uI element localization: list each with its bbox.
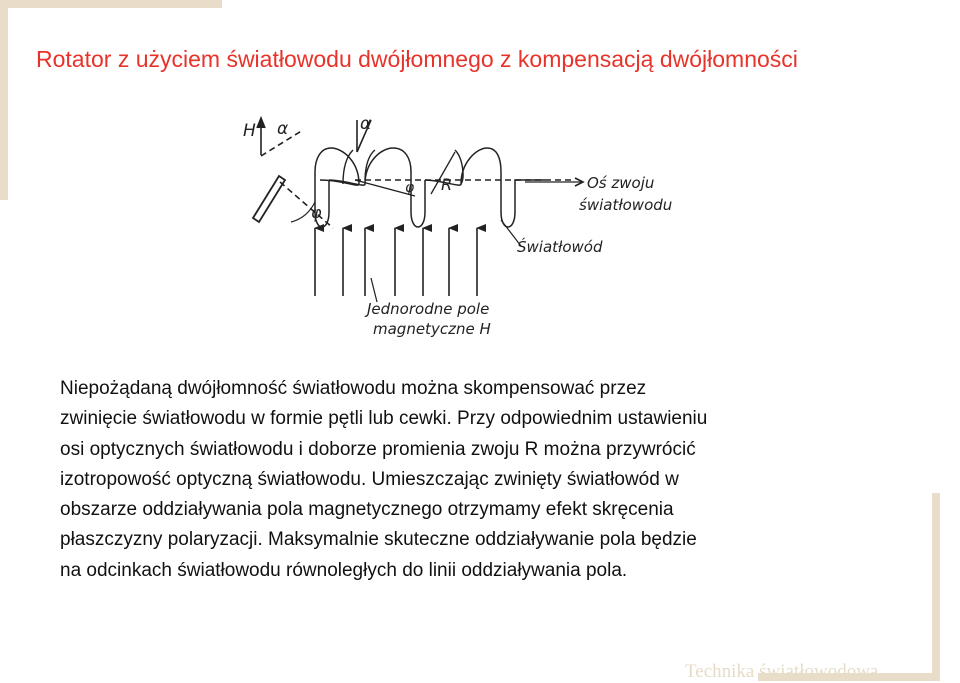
- slide-title: Rotator z użyciem światłowodu dwójłomnego z kompensacją dwójłomności: [36, 46, 798, 72]
- fiber-coil-diagram: [225, 100, 695, 365]
- body-line: izotropowość optyczną światłowodu. Umieszczając zwinięty światłowód w: [60, 468, 679, 490]
- axis-label-line2: światłowodu: [579, 196, 673, 214]
- axis-label-line1: Oś zwoju: [587, 174, 655, 192]
- body-line: płaszczyzny polaryzacji. Maksymalnie skuteczne oddziaływanie pola będzie: [60, 529, 697, 551]
- corner-decoration-vertical-bottom: [932, 493, 940, 681]
- corner-decoration-horizontal: [0, 0, 222, 8]
- body-text: [60, 374, 920, 586]
- field-label-line2: magnetyczne H: [373, 320, 491, 338]
- label-r: R: [441, 175, 453, 194]
- fiber-label: Światłowód: [517, 238, 603, 256]
- field-label-line1: Jednorodne pole: [367, 300, 490, 318]
- corner-decoration-vertical: [0, 0, 8, 200]
- label-h: H: [243, 121, 256, 141]
- body-line: osi optycznych światłowodu i doborze promienia zwoju R można przywrócić: [60, 438, 696, 460]
- label-phi-mid: φ: [405, 180, 415, 196]
- body-line: na odcinkach światłowodu równoległych do linii oddziaływania pola.: [60, 559, 628, 581]
- label-alpha-top: α: [360, 114, 372, 134]
- body-line: obszarze oddziaływania pola magnetycznego otrzymamy efekt skręcenia: [60, 499, 674, 521]
- body-line: Niepożądaną dwójłomność światłowodu można skompensować przez: [60, 378, 647, 399]
- label-alpha-left: α: [277, 119, 289, 139]
- body-line: zwinięcie światłowodu w formie pętli lub cewki. Przy odpowiednim ustawieniu: [60, 408, 708, 430]
- footer-watermark: Technika światłowodowa: [685, 661, 879, 682]
- label-phi-left: φ: [311, 203, 322, 222]
